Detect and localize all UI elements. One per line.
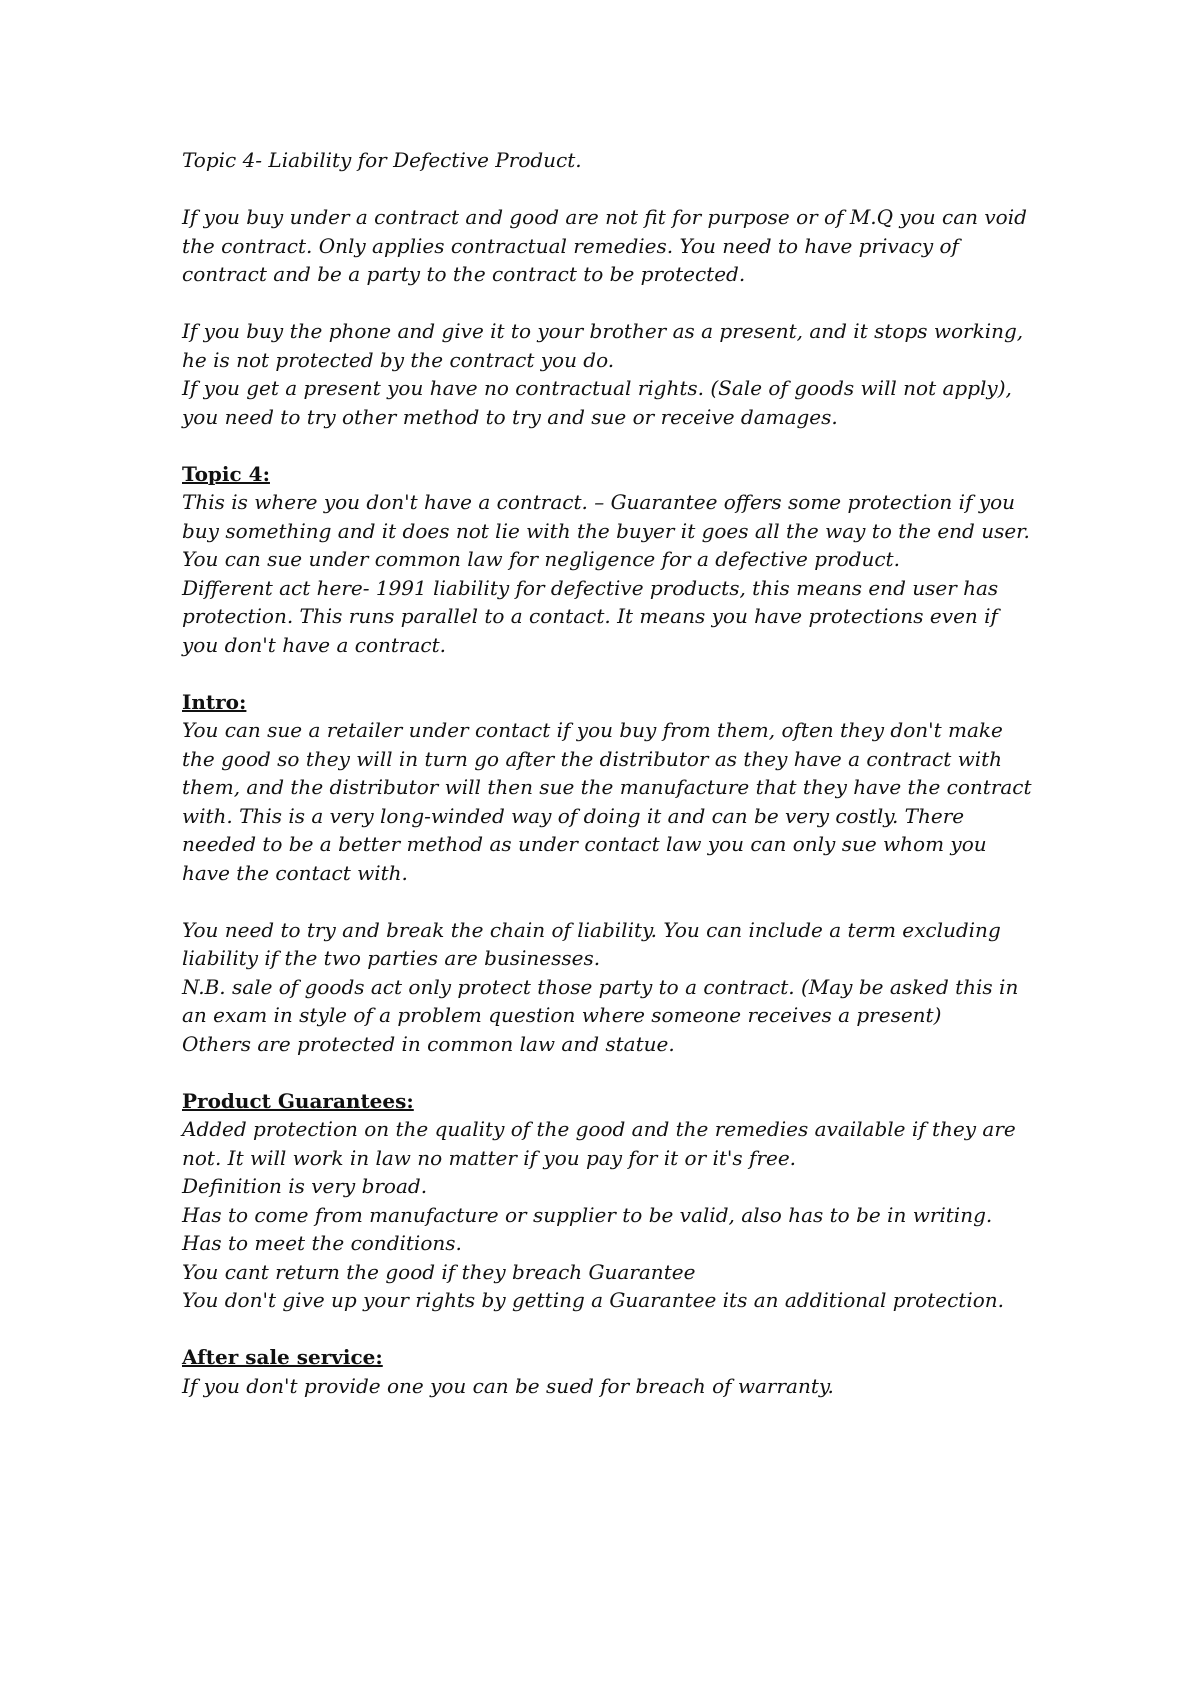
- product-guarantees-section: [182, 1087, 1062, 1315]
- intro-section: [182, 688, 1062, 888]
- text-line: an exam in style of a problem question where someone receives a present): [182, 1003, 942, 1027]
- text-line: You can sue under common law for negligence for a defective product.: [182, 547, 900, 571]
- after-sale-service-section: [182, 1343, 1062, 1400]
- contract-remedies-paragraph: [182, 203, 1062, 289]
- text-line: Has to meet the conditions.: [182, 1231, 462, 1255]
- present-example-paragraph: [182, 317, 1062, 431]
- text-line: Has to come from manufacture or supplier to be valid, also has to be in writing.: [182, 1202, 993, 1227]
- text-line: he is not protected by the contract you do.: [182, 347, 615, 372]
- document-title-line: Topic 4- Liability for Defective Product.: [182, 148, 582, 172]
- text-line: This is where you don't have a contract. – Guarantee offers some protection if you: [182, 490, 1016, 514]
- text-line: Added protection on the quality of the good and the remedies available if they are: [182, 1117, 1016, 1141]
- text-line: Different act here- 1991 liability for defective products, this means end user has: [182, 575, 999, 600]
- intro-title-paragraph: [182, 146, 1062, 175]
- text-line: You cant return the good if they breach Guarantee: [182, 1259, 696, 1284]
- text-line: protection. This runs parallel to a contact. It means you have protections even if: [182, 604, 998, 628]
- text-line: You need to try and break the chain of liability. You can include a term excluding: [182, 917, 1001, 942]
- product-guarantees-heading: Product Guarantees:: [182, 1088, 414, 1113]
- text-line: Others are protected in common law and statue.: [182, 1031, 675, 1056]
- text-line: you need to try other method to try and sue or receive damages.: [182, 404, 838, 429]
- chain-of-liability-paragraph: [182, 916, 1062, 1059]
- text-line: not. It will work in law no matter if you pay for it or it's free.: [182, 1145, 797, 1170]
- after-sale-service-heading: After sale service:: [182, 1345, 383, 1369]
- document-body: [182, 146, 1062, 1429]
- text-line: If you buy under a contract and good are not fit for purpose or of M.Q you can void: [182, 205, 1027, 229]
- text-line: needed to be a better method as under contact law you can only sue whom you: [182, 832, 987, 856]
- text-line: If you buy the phone and give it to your brother as a present, and it stops working,: [182, 319, 1024, 343]
- intro-heading: Intro:: [182, 689, 247, 714]
- text-line: Definition is very broad.: [182, 1174, 428, 1198]
- text-line: liability if the two parties are businesses.: [182, 946, 601, 970]
- text-line: the good so they will in turn go after the distributor as they have a contract with: [182, 746, 1003, 771]
- text-line: buy something and it does not lie with the buyer it goes all the way to the end user.: [182, 518, 1030, 543]
- topic4-heading: Topic 4:: [182, 461, 270, 486]
- text-line: You can sue a retailer under contact if you buy from them, often they don't make: [182, 718, 1003, 742]
- text-line: with. This is a very long-winded way of doing it and can be very costly. There: [182, 803, 965, 828]
- text-line: them, and the distributor will then sue the manufacture that they have the contract: [182, 775, 1032, 799]
- text-line: You don't give up your rights by getting a Guarantee its an additional protection.: [182, 1288, 1005, 1312]
- text-line: contract and be a party to the contract to be protected.: [182, 262, 746, 286]
- text-line: N.B. sale of goods act only protect those party to a contract. (May be asked this in: [182, 974, 1019, 999]
- topic4-section: [182, 460, 1062, 660]
- text-line: have the contact with.: [182, 860, 408, 885]
- text-line: If you don't provide one you can be sued for breach of warranty.: [182, 1373, 834, 1398]
- text-line: you don't have a contract.: [182, 632, 447, 657]
- text-line: the contract. Only applies contractual remedies. You need to have privacy of: [182, 233, 959, 258]
- text-line: If you get a present you have no contractual rights. (Sale of goods will not apply),: [182, 376, 1012, 400]
